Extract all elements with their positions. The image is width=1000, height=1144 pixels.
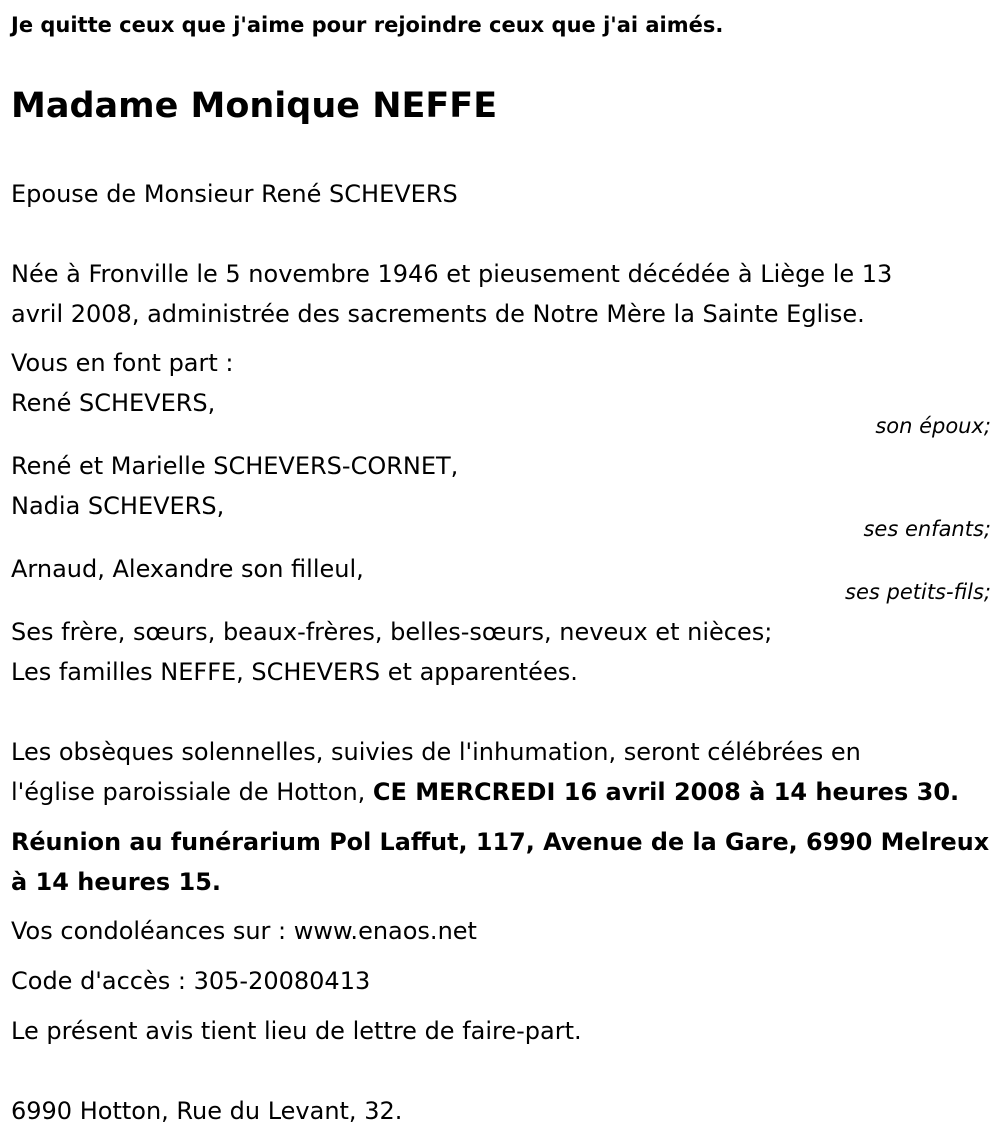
epigraph: Je quitte ceux que j'aime pour rejoindre ceux que j'ai aimés. [11,13,724,37]
gathering-line-1: Réunion au funérarium Pol Laffut, 117, Avenue de la Gare, 6990 Melreux [11,828,990,856]
gathering-line-2: à 14 heures 15. [11,868,222,896]
funeral-date-time: CE MERCREDI 16 avril 2008 à 14 heures 30. [372,778,960,806]
spouse-role: son époux; [875,414,991,438]
siblings-line: Ses frère, sœurs, beaux-frères, belles-sœurs, neveux et nièces; [11,618,773,646]
families-line: Les familles NEFFE, SCHEVERS et apparentées. [11,658,578,686]
funeral-location: l'église paroissiale de Hotton, [11,778,366,806]
children-role: ses enfants; [863,517,991,541]
address-line: 6990 Hotton, Rue du Levant, 32. [11,1097,403,1125]
spouse-name: René SCHEVERS, [11,389,216,417]
birth-death-line-1: Née à Fronville le 5 novembre 1946 et pieusement décédée à Liège le 13 [11,260,893,288]
birth-death-line-2: avril 2008, administrée des sacrements de Notre Mère la Sainte Eglise. [11,300,865,328]
child-entry: René et Marielle SCHEVERS-CORNET, [11,452,459,480]
grandchildren-entry: Arnaud, Alexandre son filleul, [11,555,364,583]
funeral-line-1: Les obsèques solennelles, suivies de l'inhumation, seront célébrées en [11,738,861,766]
condolences-line: Vos condoléances sur : www.enaos.net [11,917,477,945]
family-intro: Vous en font part : [11,349,234,377]
notice-line: Le présent avis tient lieu de lettre de faire-part. [11,1017,582,1045]
spouse-line: Epouse de Monsieur René SCHEVERS [11,180,458,208]
child-entry: Nadia SCHEVERS, [11,492,225,520]
access-code-line: Code d'accès : 305-20080413 [11,967,371,995]
grandchildren-role: ses petits-fils; [845,580,991,604]
funeral-line-2 [11,777,959,807]
deceased-name-title: Madame Monique NEFFE [11,86,498,126]
